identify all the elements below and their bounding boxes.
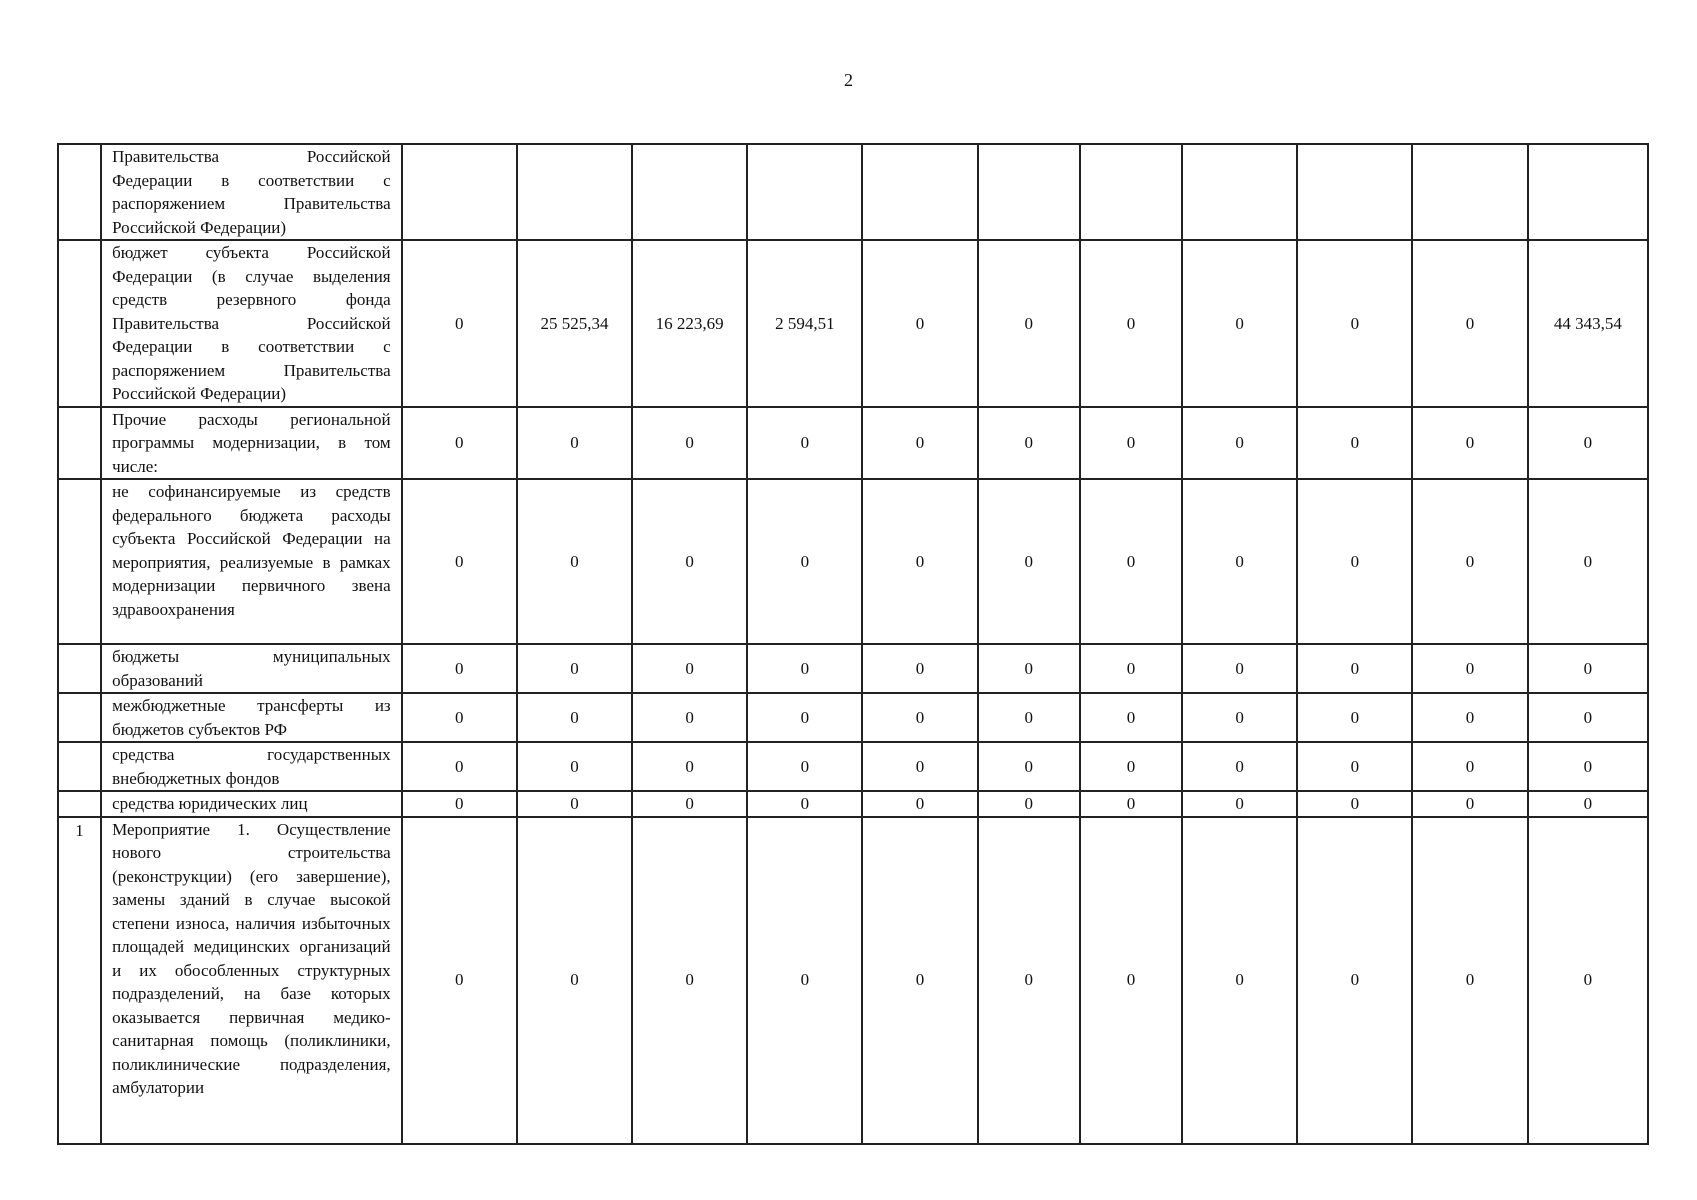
value-cell: 0 — [1182, 742, 1297, 791]
value-cell: 0 — [862, 742, 977, 791]
value-cell: 0 — [862, 479, 977, 644]
value-cell: 0 — [632, 644, 747, 693]
value-cell: 0 — [1528, 742, 1648, 791]
value-cell — [517, 144, 632, 240]
value-cell: 0 — [1182, 817, 1297, 1144]
value-cell: 0 — [978, 742, 1080, 791]
row-number — [58, 791, 101, 817]
value-cell — [978, 144, 1080, 240]
value-cell: 0 — [1182, 240, 1297, 407]
value-cell: 16 223,69 — [632, 240, 747, 407]
value-cell: 0 — [747, 817, 862, 1144]
row-number — [58, 479, 101, 644]
value-cell: 0 — [862, 644, 977, 693]
value-cell: 0 — [978, 693, 1080, 742]
value-cell: 0 — [978, 240, 1080, 407]
value-cell: 0 — [517, 791, 632, 817]
table-row — [58, 817, 1648, 1144]
value-cell: 44 343,54 — [1528, 240, 1648, 407]
row-number — [58, 693, 101, 742]
table-row — [58, 742, 1648, 791]
value-cell: 0 — [517, 644, 632, 693]
value-cell: 0 — [978, 791, 1080, 817]
table-row — [58, 144, 1648, 240]
row-number — [58, 144, 101, 240]
table-row — [58, 791, 1648, 817]
row-number — [58, 240, 101, 407]
value-cell: 0 — [402, 407, 517, 480]
value-cell: 0 — [1412, 240, 1527, 407]
row-name: Правительства Российской Федерации в соответствии с распоряжением Правительства Российской Федерации) — [101, 144, 402, 240]
value-cell: 0 — [632, 817, 747, 1144]
value-cell: 0 — [517, 742, 632, 791]
value-cell: 2 594,51 — [747, 240, 862, 407]
value-cell: 0 — [1528, 407, 1648, 480]
value-cell: 0 — [862, 240, 977, 407]
value-cell: 0 — [1080, 479, 1182, 644]
value-cell: 0 — [1080, 407, 1182, 480]
value-cell: 0 — [1528, 693, 1648, 742]
row-name: бюджет субъекта Российской Федерации (в случае выделения средств резервного фонда Правительства Российской Федерации в соответствии с распоряжением Правительства Российской Федерации) — [101, 240, 402, 407]
value-cell — [1182, 144, 1297, 240]
value-cell: 0 — [632, 407, 747, 480]
value-cell: 0 — [517, 407, 632, 480]
value-cell — [1297, 144, 1412, 240]
value-cell: 0 — [402, 817, 517, 1144]
value-cell — [632, 144, 747, 240]
value-cell: 0 — [747, 791, 862, 817]
value-cell — [747, 144, 862, 240]
value-cell: 0 — [632, 791, 747, 817]
table-row — [58, 407, 1648, 480]
value-cell: 0 — [1412, 479, 1527, 644]
value-cell: 0 — [1528, 644, 1648, 693]
value-cell: 0 — [1182, 791, 1297, 817]
value-cell: 0 — [632, 742, 747, 791]
value-cell: 0 — [517, 817, 632, 1144]
value-cell: 0 — [978, 644, 1080, 693]
value-cell: 0 — [1412, 791, 1527, 817]
page-number: 2 — [844, 70, 853, 90]
value-cell: 0 — [1297, 644, 1412, 693]
value-cell — [1080, 144, 1182, 240]
row-name: межбюджетные трансферты из бюджетов субъектов РФ — [101, 693, 402, 742]
value-cell: 0 — [1080, 693, 1182, 742]
budget-table — [57, 143, 1649, 1145]
value-cell: 0 — [1182, 644, 1297, 693]
value-cell: 0 — [978, 479, 1080, 644]
value-cell: 0 — [1182, 693, 1297, 742]
row-name: бюджеты муниципальных образований — [101, 644, 402, 693]
value-cell: 0 — [978, 407, 1080, 480]
row-number — [58, 742, 101, 791]
value-cell: 0 — [747, 407, 862, 480]
table-row — [58, 644, 1648, 693]
value-cell — [1528, 144, 1648, 240]
value-cell: 0 — [1182, 407, 1297, 480]
value-cell — [862, 144, 977, 240]
value-cell: 0 — [1412, 817, 1527, 1144]
value-cell: 0 — [862, 791, 977, 817]
value-cell: 0 — [747, 742, 862, 791]
value-cell: 0 — [632, 693, 747, 742]
value-cell: 0 — [402, 791, 517, 817]
value-cell: 0 — [1080, 742, 1182, 791]
value-cell: 0 — [402, 693, 517, 742]
value-cell: 0 — [632, 479, 747, 644]
value-cell: 0 — [862, 817, 977, 1144]
value-cell: 0 — [1412, 407, 1527, 480]
value-cell: 25 525,34 — [517, 240, 632, 407]
table-row — [58, 240, 1648, 407]
value-cell: 0 — [1297, 693, 1412, 742]
value-cell: 0 — [1528, 479, 1648, 644]
value-cell: 0 — [747, 644, 862, 693]
value-cell: 0 — [1297, 407, 1412, 480]
value-cell: 0 — [978, 817, 1080, 1144]
value-cell: 0 — [747, 479, 862, 644]
value-cell: 0 — [517, 693, 632, 742]
row-name: не софинансируемые из средств федерального бюджета расходы субъекта Российской Федерации на мероприятия, реализуемые в рамках модернизации первичного звена здравоохранения — [101, 479, 402, 644]
value-cell: 0 — [1297, 479, 1412, 644]
table-row — [58, 479, 1648, 644]
row-name: средства государственных внебюджетных фондов — [101, 742, 402, 791]
value-cell: 0 — [402, 240, 517, 407]
value-cell: 0 — [402, 742, 517, 791]
value-cell: 0 — [1182, 479, 1297, 644]
row-number — [58, 644, 101, 693]
row-name: средства юридических лиц — [101, 791, 402, 817]
value-cell: 0 — [1080, 644, 1182, 693]
value-cell: 0 — [862, 693, 977, 742]
value-cell: 0 — [747, 693, 862, 742]
value-cell: 0 — [402, 479, 517, 644]
value-cell: 0 — [1080, 817, 1182, 1144]
table-body — [58, 144, 1648, 1144]
value-cell: 0 — [862, 407, 977, 480]
row-name: Мероприятие 1. Осуществление нового строительства (реконструкции) (его завершение), замены зданий в случае высокой степени износа, наличия избыточных площадей медицинских организаций и их обособленных структурных подразделений, на базе которых оказывается первичная медико-санитарная помощь (поликлиники, поликлинические подразделения, амбулатории — [101, 817, 402, 1144]
table-row — [58, 693, 1648, 742]
row-number: 1 — [58, 817, 101, 1144]
row-name: Прочие расходы региональной программы модернизации, в том числе: — [101, 407, 402, 480]
value-cell: 0 — [1412, 693, 1527, 742]
value-cell: 0 — [1412, 644, 1527, 693]
value-cell: 0 — [1297, 240, 1412, 407]
value-cell: 0 — [1297, 817, 1412, 1144]
value-cell: 0 — [1297, 791, 1412, 817]
value-cell: 0 — [1412, 742, 1527, 791]
value-cell: 0 — [1297, 742, 1412, 791]
value-cell: 0 — [1080, 240, 1182, 407]
value-cell — [1412, 144, 1527, 240]
value-cell — [402, 144, 517, 240]
row-number — [58, 407, 101, 480]
value-cell: 0 — [1528, 817, 1648, 1144]
value-cell: 0 — [402, 644, 517, 693]
value-cell: 0 — [517, 479, 632, 644]
value-cell: 0 — [1080, 791, 1182, 817]
value-cell: 0 — [1528, 791, 1648, 817]
